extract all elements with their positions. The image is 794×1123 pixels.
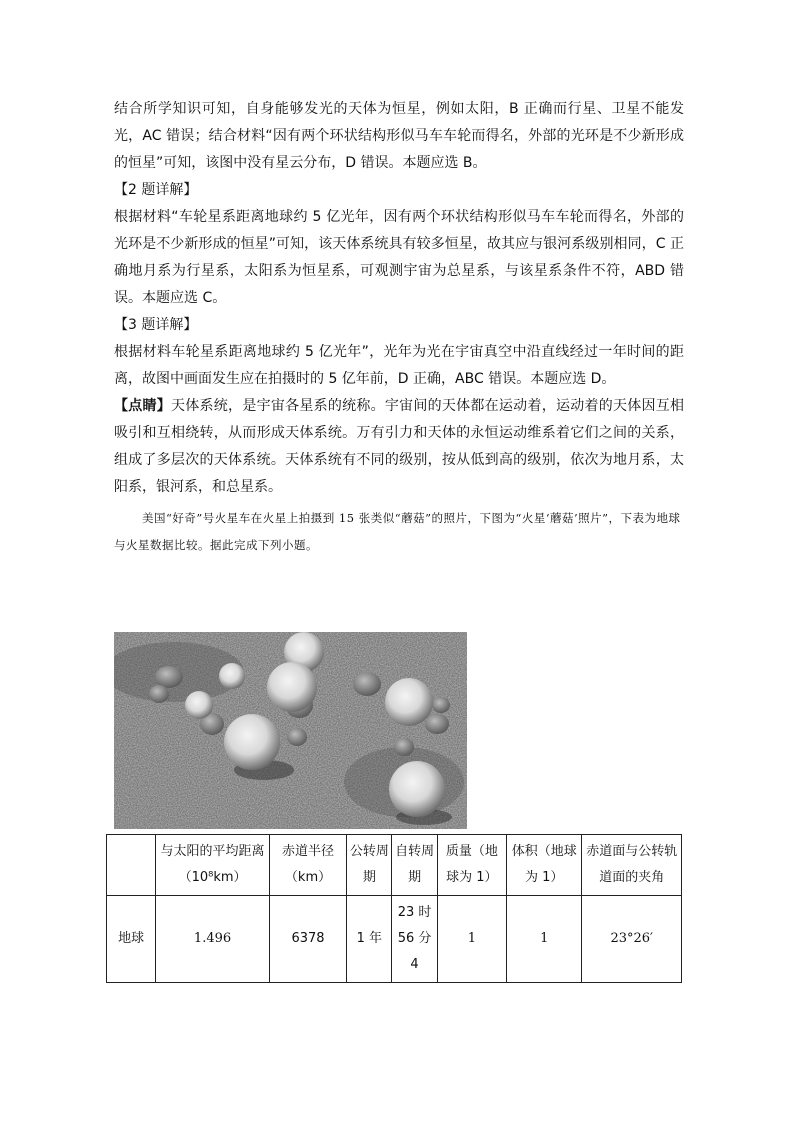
document-body [114,96,684,559]
earth-mars-comparison-table [106,834,682,983]
note-text: 天体系统，是宇宙各星系的统称。宇宙间的天体都在运动着，运动着的天体因互相吸引和互相绕转，从而形成天体系统。万有引力和天体的永恒运动维系着它们之间的关系，组成了多层次的天体系统。天体系统有不同的级别，按从低到高的级别，依次为地月系，太阳系，银河系，和总星系。 [114,398,685,495]
table-header-cell: 质量（地球为 1） [437,835,506,896]
table-header-cell: 赤道面与公转轨道面的夹角 [582,835,682,896]
q2-explanation: 根据材料“车轮星系距离地球约 5 亿光年，因有两个环状结构形似马车车轮而得名，外部的光环是不少新形成的恒星”可知，该天体系统具有较多恒星，故其应与银河系级别相同，C 正确地月系为行星系，太阳系为恒星系，可观测宇宙为总星系，与该星系条件不符，ABD 错误。本题应选 C。 [114,209,684,306]
q2-heading: 【2 题详解】 [114,182,198,198]
question-intro-text: 美国“好奇”号火星车在火星上拍摄到 15 张类似“蘑菇”的照片，下图为“火星‘蘑菇’照片”，下表为地球与火星数据比较。据此完成下列小题。 [114,511,681,552]
q3-heading: 【3 题详解】 [114,317,198,333]
question-intro [114,505,684,559]
answer-paragraph-1: 结合所学知识可知，自身能够发光的天体为恒星，例如太阳，B 正确而行星、卫星不能发光，AC 错误；结合材料“因有两个环状结构形似马车车轮而得名，外部的光环是不少新形成的恒星”可知，该图中没有星云分布，D 错误。本题应选 B。 [114,101,684,171]
table-cell: 1 [507,896,582,983]
note-label: 【点睛】 [114,398,172,414]
table-header-row [107,835,682,896]
table-row [107,896,682,983]
note-paragraph [114,393,684,501]
table-cell: 23°26′ [582,896,682,983]
table-cell: 地球 [107,896,156,983]
table-header-cell [107,835,156,896]
table-cell: 1 年 [347,896,392,983]
table-cell: 1.496 [156,896,270,983]
q3-explanation: 根据材料车轮星系距离地球约 5 亿光年”，光年为光在宇宙真空中沿直线经过一年时间的距离，故图中画面发生应在拍摄时的 5 亿年前，D 正确，ABC 错误。本题应选 D。 [114,344,684,387]
table-header-cell: 赤道半径（km） [269,835,346,896]
table-header-cell: 公转周期 [347,835,392,896]
table-cell: 23 时 56 分 4 [392,896,437,983]
table-cell: 1 [437,896,506,983]
table-cell: 6378 [269,896,346,983]
table-header-cell: 体积（地球为 1） [507,835,582,896]
table-header-cell: 与太阳的平均距离（10⁸km） [156,835,270,896]
table-header-cell: 自转周期 [392,835,437,896]
mars-mushroom-photo [114,632,467,829]
